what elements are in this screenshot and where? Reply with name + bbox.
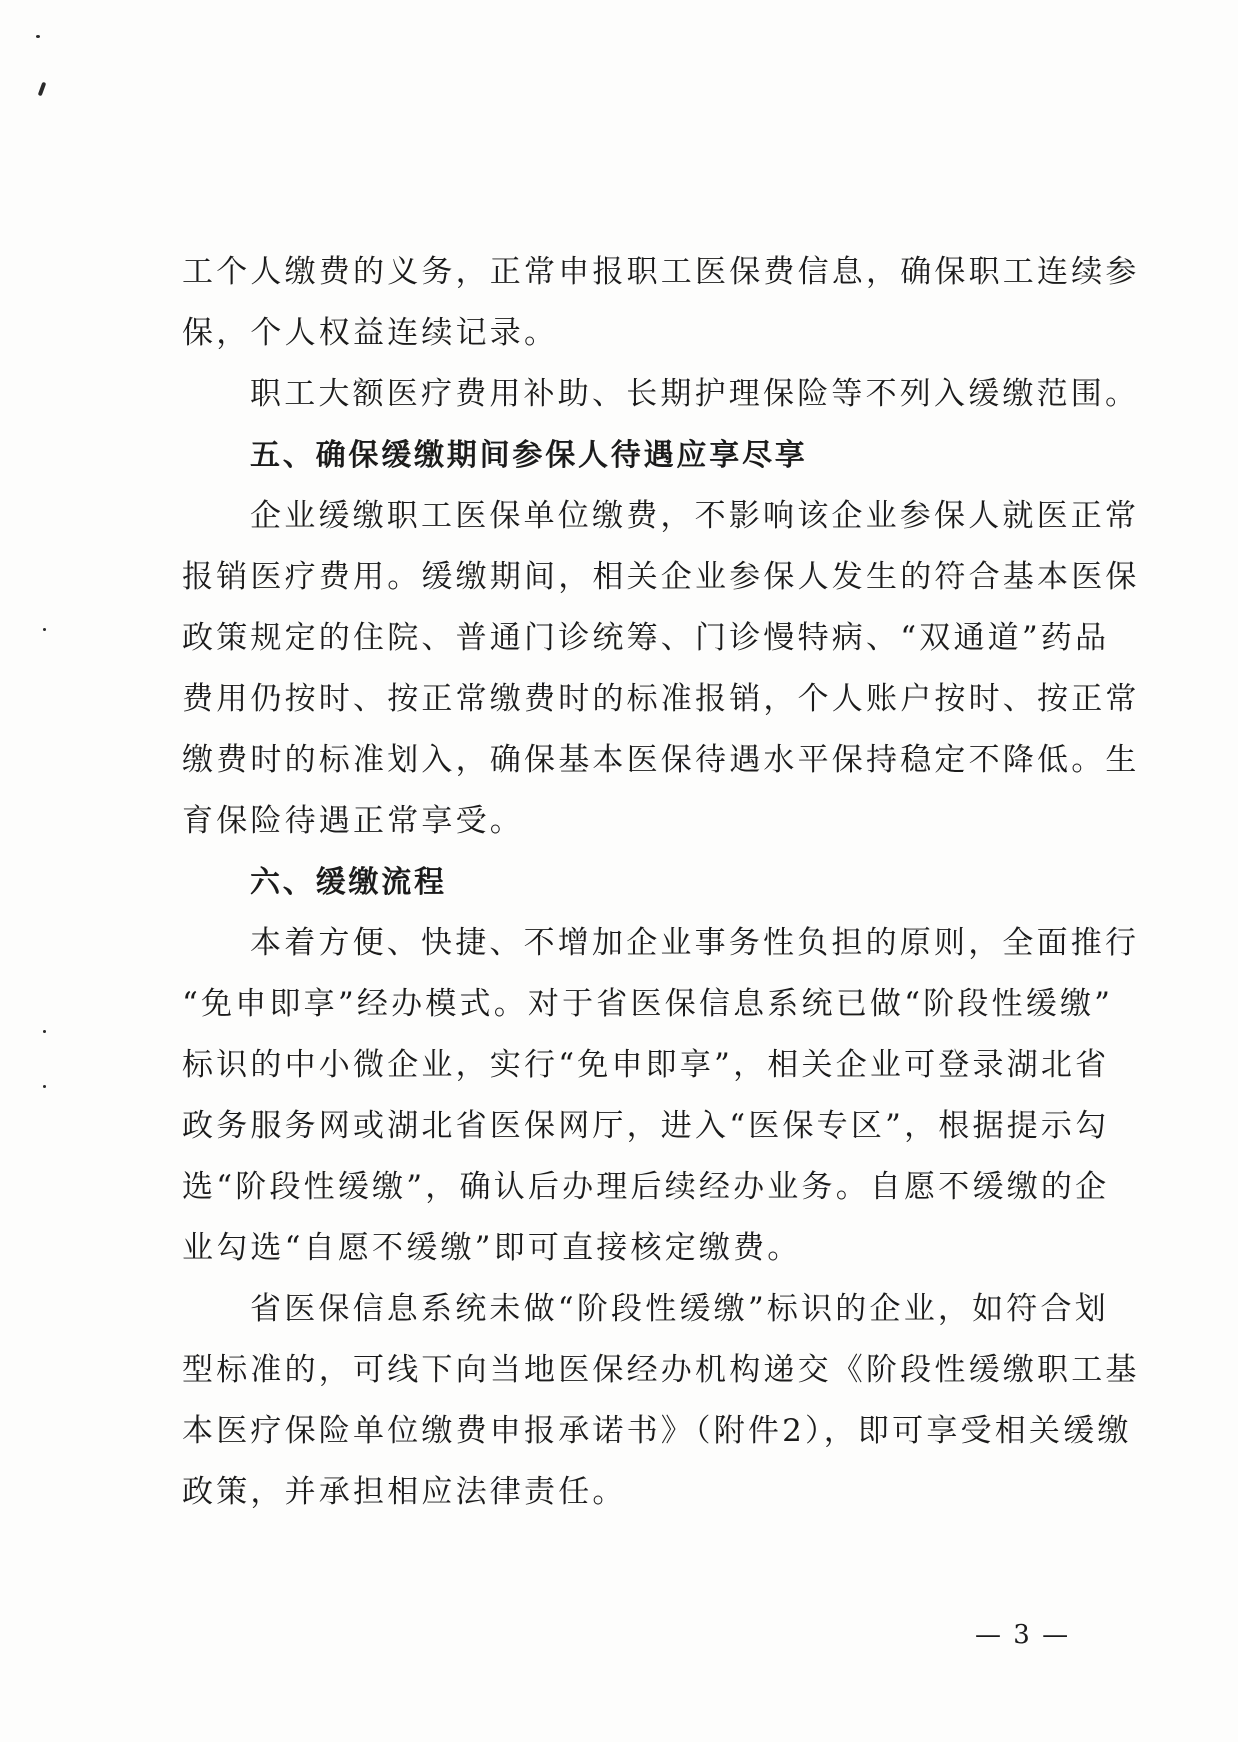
scan-speck [38,82,47,97]
paragraph-line: 育保险待遇正常享受。 [182,803,524,839]
paragraph-line: 业勾选“自愿不缓缴”即可直接核定缴费。 [182,1230,802,1266]
paragraph-line: 政策规定的住院、普通门诊统筹、门诊慢特病、“双通道”药品 [182,620,1110,656]
paragraph-line: 标识的中小微企业，实行“免申即享”，相关企业可登录湖北省 [182,1047,1110,1083]
paragraph-line: 费用仍按时、按正常缴费时的标准报销，个人账户按时、按正常 [182,681,1140,717]
paragraph-line: “免申即享”经办模式。对于省医保信息系统已做“阶段性缓缴” [182,986,1114,1022]
paragraph-line: 本着方便、快捷、不增加企业事务性负担的原则，全面推行 [250,925,1140,961]
section-heading: 五、确保缓缴期间参保人待遇应享尽享 [250,438,808,473]
paragraph-line: 政务服务网或湖北省医保网厅，进入“医保专区”，根据提示勾 [182,1108,1110,1144]
scan-speck [43,1030,46,1033]
paragraph-line: 职工大额医疗费用补助、长期护理保险等不列入缓缴范围。 [250,376,1140,412]
paragraph-line: 缴费时的标准划入，确保基本医保待遇水平保持稳定不降低。生 [182,742,1140,778]
scan-speck [36,35,40,38]
paragraph-line: 保，个人权益连续记录。 [182,315,559,351]
paragraph-line: 本医疗保险单位缴费申报承诺书》（附件2），即可享受相关缓缴 [182,1413,1132,1449]
page-number: — 3 — [975,1620,1071,1650]
section-heading: 六、缓缴流程 [250,865,447,900]
scan-speck [43,1085,46,1088]
paragraph-line: 企业缓缴职工医保单位缴费，不影响该企业参保人就医正常 [250,498,1140,534]
paragraph-line: 报销医疗费用。缓缴期间，相关企业参保人发生的符合基本医保 [182,559,1140,595]
paragraph-line: 型标准的，可线下向当地医保经办机构递交《阶段性缓缴职工基 [182,1352,1140,1388]
paragraph-line: 选“阶段性缓缴”，确认后办理后续经办业务。自愿不缓缴的企 [182,1169,1110,1205]
scan-speck [43,628,46,631]
document-body [182,242,1140,1523]
paragraph-line: 政策，并承担相应法律责任。 [182,1474,627,1510]
paragraph-line: 工个人缴费的义务，正常申报职工医保费信息，确保职工连续参 [182,254,1140,290]
paragraph-line: 省医保信息系统未做“阶段性缓缴”标识的企业，如符合划 [250,1291,1109,1327]
